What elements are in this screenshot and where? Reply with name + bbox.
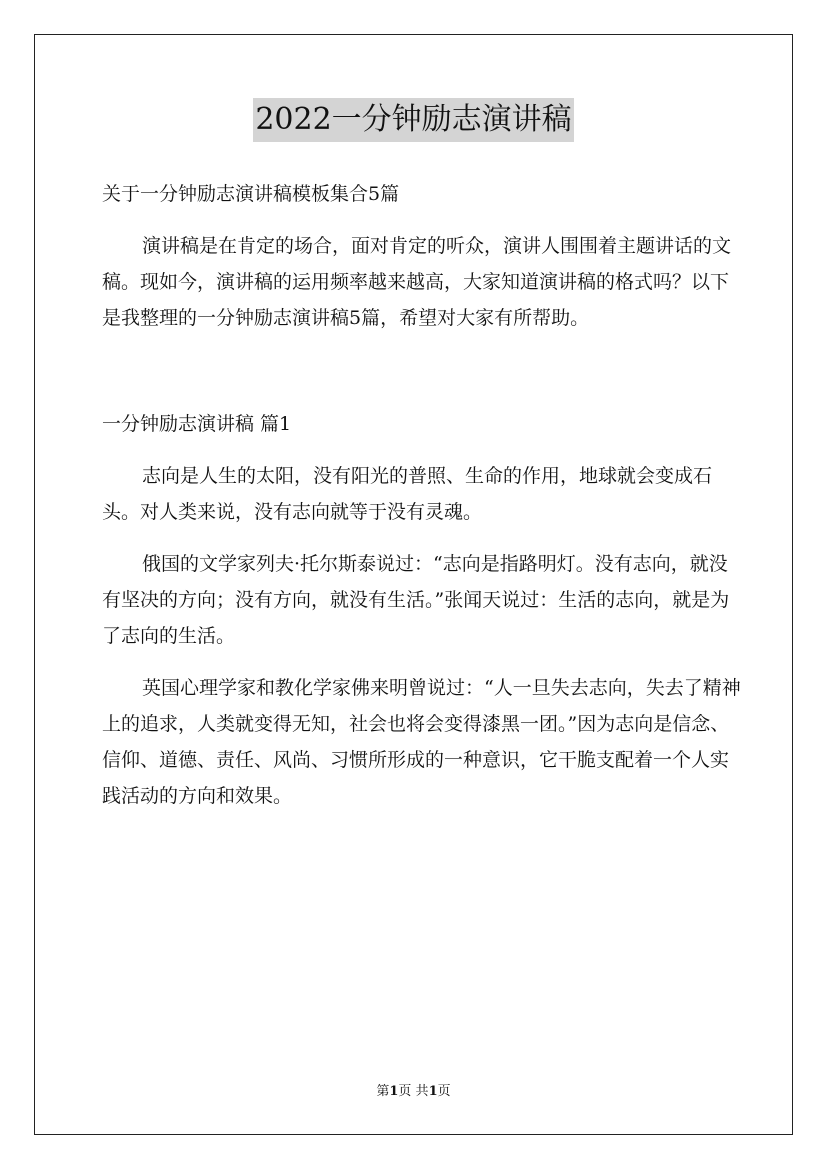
intro-paragraph: 演讲稿是在肯定的场合，面对肯定的听众，演讲人围围着主题讲话的文稿。现如今，演讲稿的运用频率越来越高，大家知道演讲稿的格式吗？以下是我整理的一分钟励志演讲稿5篇，希望对大家有所帮助。 bbox=[102, 235, 732, 329]
document-subtitle: 关于一分钟励志演讲稿模板集合5篇 bbox=[102, 183, 400, 205]
footer-prefix: 第 bbox=[376, 1084, 390, 1099]
footer-current-page: 1 bbox=[389, 1084, 399, 1099]
footer-mid: 页 共 bbox=[398, 1084, 429, 1099]
footer-total-pages: 1 bbox=[428, 1084, 438, 1099]
document-title: 2022一分钟励志演讲稿 bbox=[253, 98, 573, 142]
section-heading: 一分钟励志演讲稿 篇1 bbox=[102, 413, 292, 435]
body-paragraph-2: 俄国的文学家列夫·托尔斯泰说过：“志向是指路明灯。没有志向，就没有坚决的方向；没有方向，就没有生活。”张闻天说过：生活的志向，就是为了志向的生活。 bbox=[102, 553, 730, 647]
title-container bbox=[0, 98, 827, 142]
page-footer bbox=[0, 1083, 827, 1101]
body-paragraph-3: 英国心理学家和教化学家佛来明曾说过：“人一旦失去志向，失去了精神上的追求，人类就变得无知，社会也将会变得漆黑一团。”因为志向是信念、信仰、道德、责任、风尚、习惯所形成的一种意识，它干脆支配着一个人实践活动的方向和效果。 bbox=[102, 677, 741, 807]
document-body bbox=[102, 176, 742, 830]
footer-suffix: 页 bbox=[437, 1084, 451, 1099]
body-paragraph-1: 志向是人生的太阳，没有阳光的普照、生命的作用，地球就会变成石头。对人类来说，没有志向就等于没有灵魂。 bbox=[102, 465, 713, 523]
